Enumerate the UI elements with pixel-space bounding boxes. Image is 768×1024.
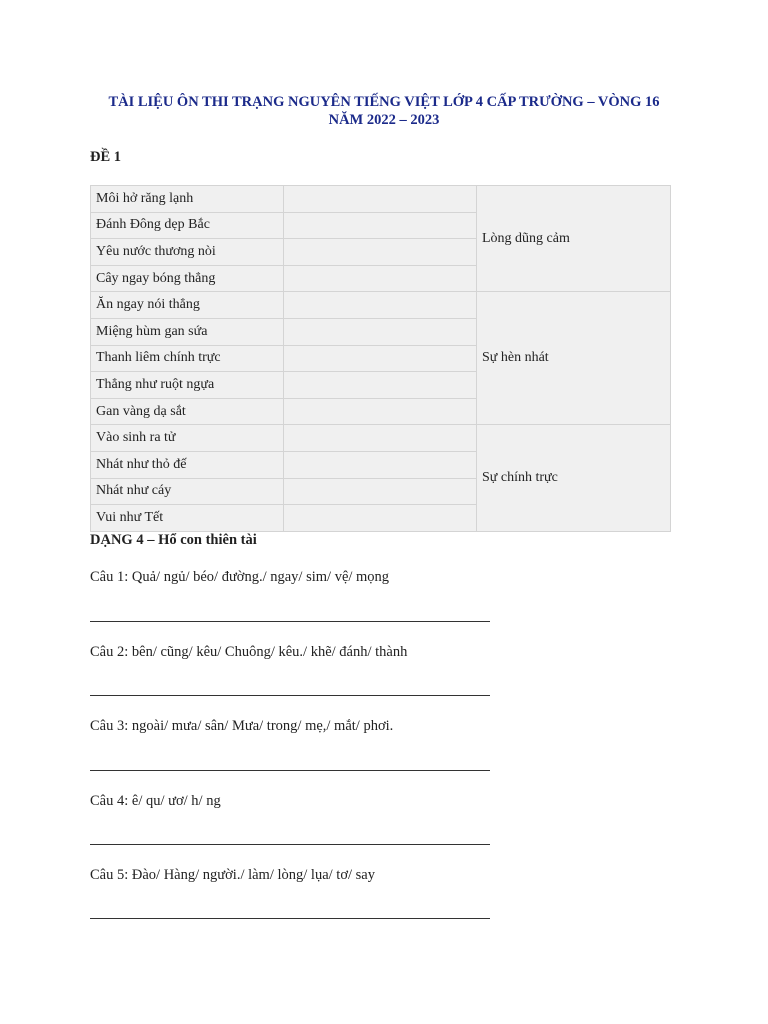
table-row <box>91 186 671 213</box>
idiom-cell: Đánh Đông dẹp Bắc <box>91 212 284 239</box>
section-heading: ĐỀ 1 <box>90 149 122 165</box>
idiom-cell: Thẳng như ruột ngựa <box>91 372 284 399</box>
answer-cell[interactable] <box>284 186 477 213</box>
answer-cell[interactable] <box>284 398 477 425</box>
answer-line-5[interactable] <box>90 918 490 919</box>
table-row <box>91 292 671 319</box>
idiom-cell: Cây ngay bóng thẳng <box>91 265 284 292</box>
idiom-cell: Vào sinh ra tử <box>91 425 284 452</box>
answer-line-4[interactable] <box>90 844 490 845</box>
answer-line-1[interactable] <box>90 621 490 622</box>
idiom-cell: Miệng hùm gan sứa <box>91 318 284 345</box>
answer-cell[interactable] <box>284 345 477 372</box>
idiom-cell: Yêu nước thương nòi <box>91 239 284 266</box>
group-cell: Sự chính trực <box>477 425 671 531</box>
answer-cell[interactable] <box>284 212 477 239</box>
group-cell: Lòng dũng cảm <box>477 186 671 292</box>
answer-cell[interactable] <box>284 239 477 266</box>
idiom-cell: Nhát như cáy <box>91 478 284 505</box>
group-cell: Sự hèn nhát <box>477 292 671 425</box>
answer-cell[interactable] <box>284 425 477 452</box>
document-title <box>90 93 678 129</box>
idiom-cell: Nhát như thỏ đế <box>91 451 284 478</box>
idiom-cell: Gan vàng dạ sắt <box>91 398 284 425</box>
answer-cell[interactable] <box>284 478 477 505</box>
answer-cell[interactable] <box>284 505 477 532</box>
question-1: Câu 1: Quả/ ngủ/ béo/ đường./ ngay/ sim/ vệ/ mọng <box>90 569 390 585</box>
answer-cell[interactable] <box>284 265 477 292</box>
question-5: Câu 5: Đào/ Hàng/ người./ làm/ lòng/ lụa/ tơ/ say <box>90 867 375 883</box>
idiom-cell: Thanh liêm chính trực <box>91 345 284 372</box>
answer-cell[interactable] <box>284 451 477 478</box>
question-3: Câu 3: ngoài/ mưa/ sân/ Mưa/ trong/ mẹ,/ mắt/ phơi. <box>90 718 394 734</box>
answer-cell[interactable] <box>284 318 477 345</box>
idiom-cell: Môi hở răng lạnh <box>91 186 284 213</box>
answer-line-2[interactable] <box>90 695 490 696</box>
title-line-2: NĂM 2022 – 2023 <box>328 112 440 128</box>
dang-heading: DẠNG 4 – Hổ con thiên tài <box>90 532 257 548</box>
answer-cell[interactable] <box>284 292 477 319</box>
matching-table <box>90 185 671 532</box>
answer-line-3[interactable] <box>90 770 490 771</box>
question-2: Câu 2: bên/ cũng/ kêu/ Chuông/ kêu./ khẽ/ đánh/ thành <box>90 644 408 660</box>
idiom-cell: Vui như Tết <box>91 505 284 532</box>
question-4: Câu 4: ê/ qu/ ươ/ h/ ng <box>90 793 221 809</box>
answer-cell[interactable] <box>284 372 477 399</box>
table-row <box>91 425 671 452</box>
title-line-1: TÀI LIỆU ÔN THI TRẠNG NGUYÊN TIẾNG VIỆT LỚP 4 CẤP TRƯỜNG – VÒNG 16 <box>108 94 660 110</box>
idiom-cell: Ăn ngay nói thẳng <box>91 292 284 319</box>
